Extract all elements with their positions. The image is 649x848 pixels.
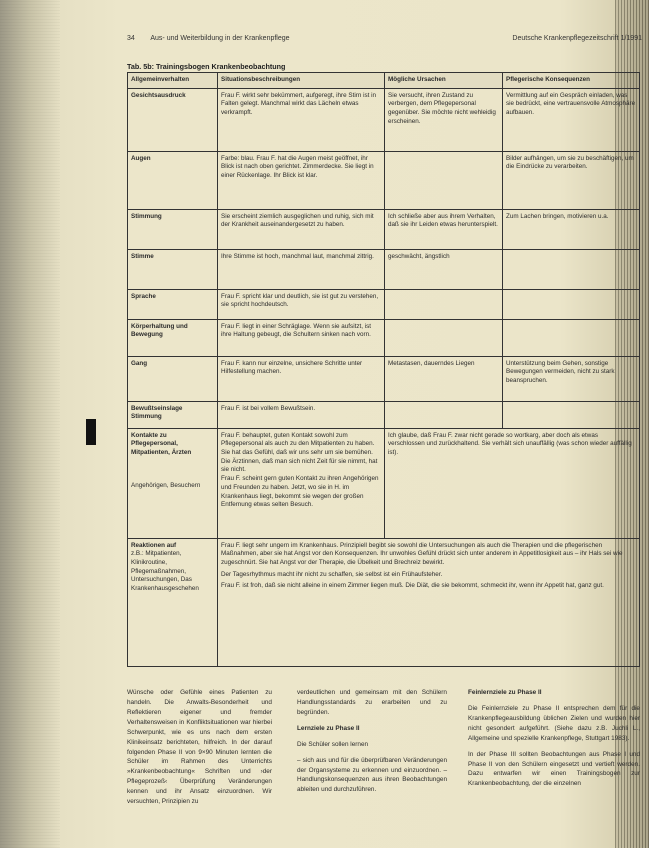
running-header-left <box>127 35 304 47</box>
table-caption: Tab. 5b: Trainingsbogen Krankenbeobachtung <box>127 62 286 71</box>
journal-title: Deutsche Krankenpflegezeitschrift 1/1991 <box>512 35 642 42</box>
table-row <box>128 428 640 538</box>
consequence-cell <box>503 401 640 428</box>
row-sublabel: Angehörigen, Besuchern <box>131 481 201 489</box>
consequence-cell <box>503 289 640 319</box>
row-label-group <box>128 538 218 666</box>
row-label: Gesichtsausdruck <box>128 88 218 151</box>
running-header <box>127 35 642 47</box>
column-header: Situationsbeschreibungen <box>218 73 385 89</box>
table-row <box>128 401 640 428</box>
objectives-list: – sich aus und für die überprüfbaren Veränderungen der Organsysteme zu erkennen und einzuordnen. – Handlungskonsequenzen aus ihren Beobachtungen ableiten und durchzuführen. <box>297 756 447 794</box>
body-paragraph: In der Phase III sollten Beobachtungen aus Phase I und Phase II von den Schülern eingesetzt und vertieft werden. Dazu entwarfen wir einen Trainingsbogen zur Krankenbeobachtung, der die einzelnen <box>468 750 640 788</box>
consequence-cell: Bilder aufhängen, um sie zu beschäftigen, um die Eindrücke zu verarbeiten. <box>503 151 640 209</box>
cause-cell <box>385 319 503 356</box>
consequence-cell: Zum Lachen bringen, motivieren u.a. <box>503 209 640 249</box>
row-label-group <box>128 428 218 538</box>
observation-table <box>127 72 640 667</box>
cause-cell <box>385 289 503 319</box>
column-header: Mögliche Ursachen <box>385 73 503 89</box>
row-label: Gang <box>128 356 218 401</box>
cause-cell: Sie versucht, ihren Zustand zu verbergen, dem Pflegepersonal gegenüber. Sie möchte nicht wehleidig erscheinen. <box>385 88 503 151</box>
cause-cell <box>385 151 503 209</box>
body-column-1: Wünsche oder Gefühle eines Patienten zu handeln. Die Anwalts-Besonderheit und Reflektieren eigener und fremder Verhaltensweisen in Konfliktsituationen war hierbei Schwerpunkt, wie es uns nach dem ersten Klinikeinsatz berichteten, hilfreich. In der darauf folgenden Phase II von 9×90 Minuten lernten die Schüler im Rahmen des Unterrichts »Krankenbeobachtung« Schriften und ›der Pflegeprozeß‹ Überprüfung Veränderungen kennen und ihr Ansatz einzuordnen. Wir versuchten, Prinzipien zu <box>127 689 272 806</box>
body-paragraph: verdeutlichen und gemeinsam mit den Schülern Handlungsstandards zu erarbeiten und zu begründen. <box>297 689 447 716</box>
reaction-paragraph: Frau F. ist froh, daß sie nicht alleine in einem Zimmer liegen muß. Die Diät, die sie bekommt, schmeckt ihr, wenn ihr Appetit hat, ganz gut. <box>221 582 604 590</box>
cause-cell <box>385 401 503 428</box>
situation-cell: Frau F. ist bei vollem Bewußtsein. <box>218 401 385 428</box>
table-header-row <box>128 73 640 89</box>
reaction-paragraph: Frau F. liegt sehr ungern im Krankenhaus. Prinzipiell begibt sie sowohl die Untersuchungen als auch die Therapien und die pflegerischen Maßnahmen, aber sie hat Angst vor den Konsequenzen. Ihr unwohles Gefühl drückt sich unter anderem in Appetitlosigkeit aus – ihr Hals sei wie zugeschnürt. Sie hat Angst vor der Therapie, die Übelkeit und Brechreiz bewirkt. <box>221 541 623 567</box>
column-header: Allgemeinverhalten <box>128 73 218 89</box>
situation-cell: Sie erscheint ziemlich ausgeglichen und ruhig, sich mit der Krankheit auseinandergesetzt zu haben. <box>218 209 385 249</box>
body-column-3 <box>468 688 640 789</box>
table-row <box>128 249 640 289</box>
page-stack-edge-left <box>0 0 60 848</box>
situation-paragraph: Frau F. behauptet, guten Kontakt sowohl zum Pflegepersonal als auch zu den Mitpatienten zu haben. Sie hat das Gefühl, daß wir uns sehr um sie bemühen. Die Ärztinnen, daß man sich nicht Zeit für sie nimmt, hat sie nicht. <box>221 431 378 474</box>
body-column-2 <box>297 688 447 795</box>
section-heading: Feinlernziele zu Phase II <box>468 689 542 696</box>
cause-cell: Ich schließe aber aus ihrem Verhalten, daß sie ihr Leiden etwas herunterspielt. <box>385 209 503 249</box>
table-row <box>128 319 640 356</box>
table-row <box>128 88 640 151</box>
reaction-paragraph: Der Tagesrhythmus macht ihr nicht zu schaffen, sie selbst ist ein Frühaufsteher. <box>221 570 443 578</box>
merged-cause-consequence-cell: Ich glaube, daß Frau F. zwar nicht gerade so wortkarg, aber doch als etwas verschlossen und zurückhaltend. Sie verhält sich unauffällig (was schon wieder auffällig ist). <box>385 428 640 538</box>
row-label: Stimme <box>128 249 218 289</box>
body-paragraph: Die Feinlernziele zu Phase II entsprechen dem für die Krankenpflegeausbildung üblichen Zielen und wurden hier nicht gesondert aufgeführt. (Siehe dazu z.B. Juchli L., Allgemeine und spezielle Krankenpflege, Stuttgart 1983). <box>468 704 640 742</box>
table-row <box>128 289 640 319</box>
row-sublabel: z.B.: Mitpatienten, Klinikroutine, Pflegemaßnahmen, Untersuchungen, Das Krankenhausgeschehen <box>131 550 199 593</box>
row-label: Körperhaltung und Bewegung <box>128 319 218 356</box>
consequence-cell: Vermittlung auf ein Gespräch einladen, was sie bedrückt, eine vertrauensvolle Atmosphäre aufbauen. <box>503 88 640 151</box>
section-heading: Lernziele zu Phase II <box>297 724 360 732</box>
row-label: Bewußtseinslage Stimmung <box>128 401 218 428</box>
situation-cell: Frau F. spricht klar und deutlich, sie ist gut zu verstehen, sie spricht hochdeutsch. <box>218 289 385 319</box>
row-label: Reaktionen auf <box>131 541 177 549</box>
table-row <box>128 538 640 666</box>
black-tab-marker <box>86 419 96 445</box>
situation-cell: Frau F. kann nur einzelne, unsichere Schritte unter Hilfestellung machen. <box>218 356 385 401</box>
row-label: Kontakte zu Pflegepersonal, Mitpatienten, Ärzten <box>131 431 192 457</box>
situation-paragraph: Frau F. scheint gern guten Kontakt zu ihren Angehörigen und Freunden zu haben. Jetzt, wo sie in H. im Krankenhaus liegt, bekommt sie wegen der großen Entfernung etwas selten Besuch. <box>221 475 379 509</box>
table-row <box>128 356 640 401</box>
table-row <box>128 151 640 209</box>
section-title: Aus- und Weiterbildung in der Krankenpflege <box>150 35 290 42</box>
row-label: Sprache <box>128 289 218 319</box>
situation-cell <box>218 428 385 538</box>
merged-reaction-cell <box>218 538 640 666</box>
consequence-cell: Unterstützung beim Gehen, sonstige Bewegungen vermeiden, nicht zu stark beanspruchen. <box>503 356 640 401</box>
situation-cell: Ihre Stimme ist hoch, manchmal laut, manchmal zittrig. <box>218 249 385 289</box>
situation-cell: Farbe: blau. Frau F. hat die Augen meist geöffnet, ihr Blick ist nach oben gerichtet. Zimmerdecke. Sie liegt in einer Rückenlage. Ihr Blick ist klar. <box>218 151 385 209</box>
page-number: 34 <box>127 35 135 42</box>
column-header: Pflegerische Konsequenzen <box>503 73 640 89</box>
row-label: Stimmung <box>128 209 218 249</box>
consequence-cell <box>503 319 640 356</box>
consequence-cell <box>503 249 640 289</box>
body-paragraph: Die Schüler sollen lernen <box>297 740 369 748</box>
cause-cell: Metastasen, dauerndes Liegen <box>385 356 503 401</box>
situation-cell: Frau F. liegt in einer Schräglage. Wenn sie aufsitzt, ist ihre Haltung gebeugt, die Schultern sinken nach vorn. <box>218 319 385 356</box>
situation-cell: Frau F. wirkt sehr bekümmert, aufgeregt, ihre Stirn ist in Falten gelegt. Manchmal wirkt das Lächeln etwas verkrampft. <box>218 88 385 151</box>
table-row <box>128 209 640 249</box>
row-label: Augen <box>128 151 218 209</box>
cause-cell: geschwächt, ängstlich <box>385 249 503 289</box>
